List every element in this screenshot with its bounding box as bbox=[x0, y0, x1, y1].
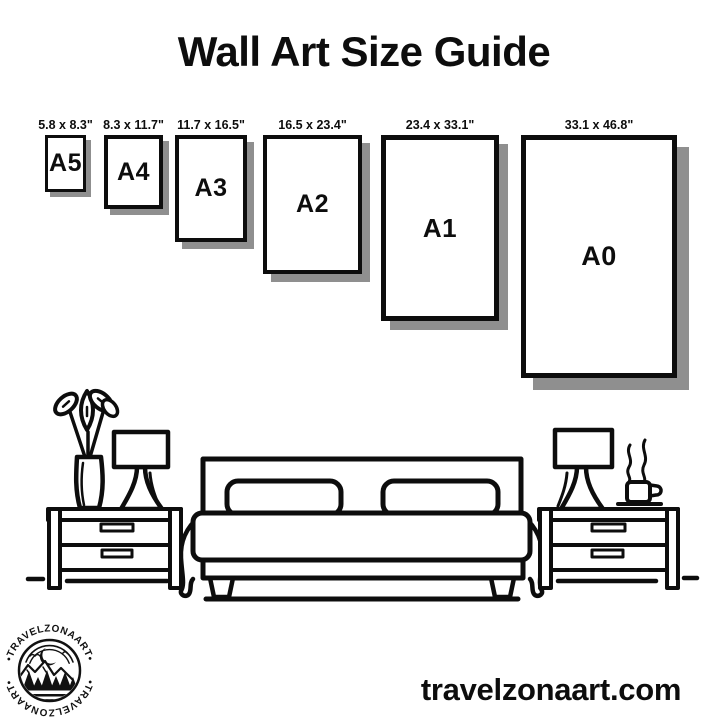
size-box-a5 bbox=[45, 135, 86, 192]
brand-logo bbox=[2, 622, 98, 720]
size-dims-label: 16.5 x 23.4" bbox=[278, 118, 347, 132]
size-name: A1 bbox=[422, 212, 458, 243]
lamp-shade bbox=[114, 432, 168, 467]
page-title: Wall Art Size Guide bbox=[177, 28, 551, 75]
logo-text-bottom: •TRAVELZONAART• bbox=[3, 678, 96, 718]
pillow-left bbox=[227, 481, 341, 515]
drawer-handle bbox=[102, 550, 132, 557]
size-box-a2 bbox=[263, 135, 362, 274]
coffee-cup bbox=[618, 440, 661, 504]
size-dims-label: 5.8 x 8.3" bbox=[38, 118, 93, 132]
size-dims-label: 8.3 x 11.7" bbox=[103, 118, 164, 132]
vase-body bbox=[76, 457, 102, 508]
size-name: A5 bbox=[49, 149, 82, 177]
drawer-handle bbox=[592, 524, 625, 531]
logo-text-top: •TRAVELZONAART• bbox=[3, 623, 96, 663]
vase-with-plant bbox=[51, 387, 120, 508]
floor-lines bbox=[28, 578, 697, 599]
bed-leg-right bbox=[491, 578, 514, 597]
size-box-a1 bbox=[381, 135, 499, 321]
size-box-a4 bbox=[104, 135, 163, 209]
mattress bbox=[193, 513, 530, 560]
steam bbox=[643, 440, 646, 483]
size-dims-label: 33.1 x 46.8" bbox=[564, 118, 634, 132]
bed-leg-left bbox=[210, 578, 233, 597]
nightstand-left bbox=[48, 509, 181, 588]
cup-body bbox=[627, 482, 650, 502]
steam bbox=[628, 445, 631, 482]
table-lamp-left bbox=[114, 432, 168, 509]
size-name: A4 bbox=[117, 157, 150, 186]
pillow-right bbox=[383, 481, 498, 515]
size-dims-label: 23.4 x 33.1" bbox=[405, 118, 475, 132]
size-box-a3 bbox=[175, 135, 247, 242]
size-dims-label: 11.7 x 16.5" bbox=[177, 118, 245, 132]
bedroom-illustration bbox=[0, 378, 720, 608]
size-name: A0 bbox=[581, 241, 617, 271]
bed-base bbox=[203, 560, 523, 578]
lamp-shade bbox=[555, 430, 612, 467]
bed bbox=[181, 459, 542, 597]
size-name: A2 bbox=[296, 190, 329, 218]
size-name: A3 bbox=[194, 174, 228, 202]
drawer-handle bbox=[101, 524, 133, 531]
table-lamp-right bbox=[555, 430, 612, 509]
nightstand-right bbox=[539, 509, 678, 588]
website-text: travelzonaart.com bbox=[420, 672, 682, 707]
drawer-handle bbox=[592, 550, 623, 557]
lamp-base bbox=[121, 467, 162, 509]
size-box-a0 bbox=[521, 135, 677, 378]
